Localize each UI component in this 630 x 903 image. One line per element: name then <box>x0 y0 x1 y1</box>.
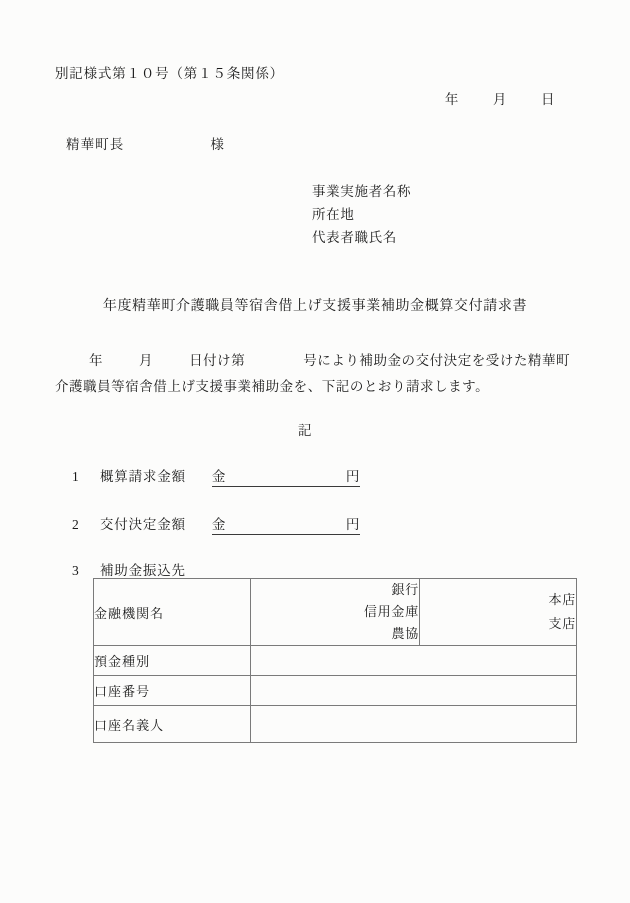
addressee-honorific: 様 <box>210 137 225 152</box>
body-year-label: 年 <box>89 353 104 368</box>
row-label-financial-institution: 金融機関名 <box>94 579 251 646</box>
body-day-number-label: 日付け第 <box>189 353 246 368</box>
item-transfer-destination <box>72 559 186 579</box>
account-holder-value[interactable] <box>251 706 577 743</box>
table-row <box>94 646 577 676</box>
applicant-address: 所在地 <box>312 207 355 222</box>
institution-type-bank: 銀行 <box>391 582 419 597</box>
branch-type-branch-office: 支店 <box>548 616 576 631</box>
branch-type-head-office: 本店 <box>548 592 576 607</box>
institution-type-shinkin: 信用金庫 <box>363 604 419 619</box>
body-paragraph <box>55 348 575 400</box>
item-2-amount-prefix: 金 <box>211 517 226 532</box>
addressee-line <box>66 133 224 153</box>
item-1-amount-prefix: 金 <box>211 469 226 484</box>
date-year-label: 年 <box>444 92 459 107</box>
deposit-type-value[interactable] <box>251 646 577 676</box>
item-3-label: 補助金振込先 <box>100 563 186 578</box>
row-label-account-number: 口座番号 <box>94 676 251 706</box>
body-line-1 <box>55 348 575 374</box>
branch-type-cell[interactable] <box>420 579 577 646</box>
item-approved-amount <box>72 513 360 535</box>
table-row <box>94 676 577 706</box>
item-1-amount-suffix: 円 <box>345 469 360 484</box>
row-label-account-holder: 口座名義人 <box>94 706 251 743</box>
item-estimated-request-amount <box>72 465 360 487</box>
item-2-amount-field[interactable] <box>212 513 360 535</box>
addressee-name: 精華町長 <box>66 137 125 152</box>
ki-heading: 記 <box>297 423 313 438</box>
applicant-representative: 代表者職氏名 <box>312 230 398 245</box>
table-row <box>94 706 577 743</box>
item-2-label: 交付決定金額 <box>100 517 186 532</box>
applicant-block <box>312 180 411 249</box>
item-1-amount-field[interactable] <box>212 465 360 487</box>
item-3-number: 3 <box>72 563 80 578</box>
institution-type-nokyo: 農協 <box>391 626 419 641</box>
institution-type-cell[interactable] <box>251 579 420 646</box>
row-label-deposit-type: 預金種別 <box>94 646 251 676</box>
item-1-number: 1 <box>72 469 80 484</box>
item-1-label: 概算請求金額 <box>100 469 186 484</box>
item-2-number: 2 <box>72 517 80 532</box>
body-line-2: 介護職員等宿舎借上げ支援事業補助金を、下記のとおり請求します。 <box>55 379 490 394</box>
date-day-label: 日 <box>540 92 555 107</box>
body-month-label: 月 <box>139 353 154 368</box>
bank-transfer-table <box>93 578 577 743</box>
date-line <box>330 88 580 108</box>
date-month-label: 月 <box>492 92 507 107</box>
form-number: 別記様式第１０号（第１５条関係） <box>55 66 284 81</box>
body-line-1-tail: 号により補助金の交付決定を受けた精華町 <box>303 353 571 368</box>
account-number-value[interactable] <box>251 676 577 706</box>
applicant-entity-name: 事業実施者名称 <box>312 184 412 199</box>
item-2-amount-suffix: 円 <box>345 517 360 532</box>
table-row <box>94 579 577 646</box>
document-title: 年度精華町介護職員等宿舎借上げ支援事業補助金概算交付請求書 <box>102 299 528 314</box>
